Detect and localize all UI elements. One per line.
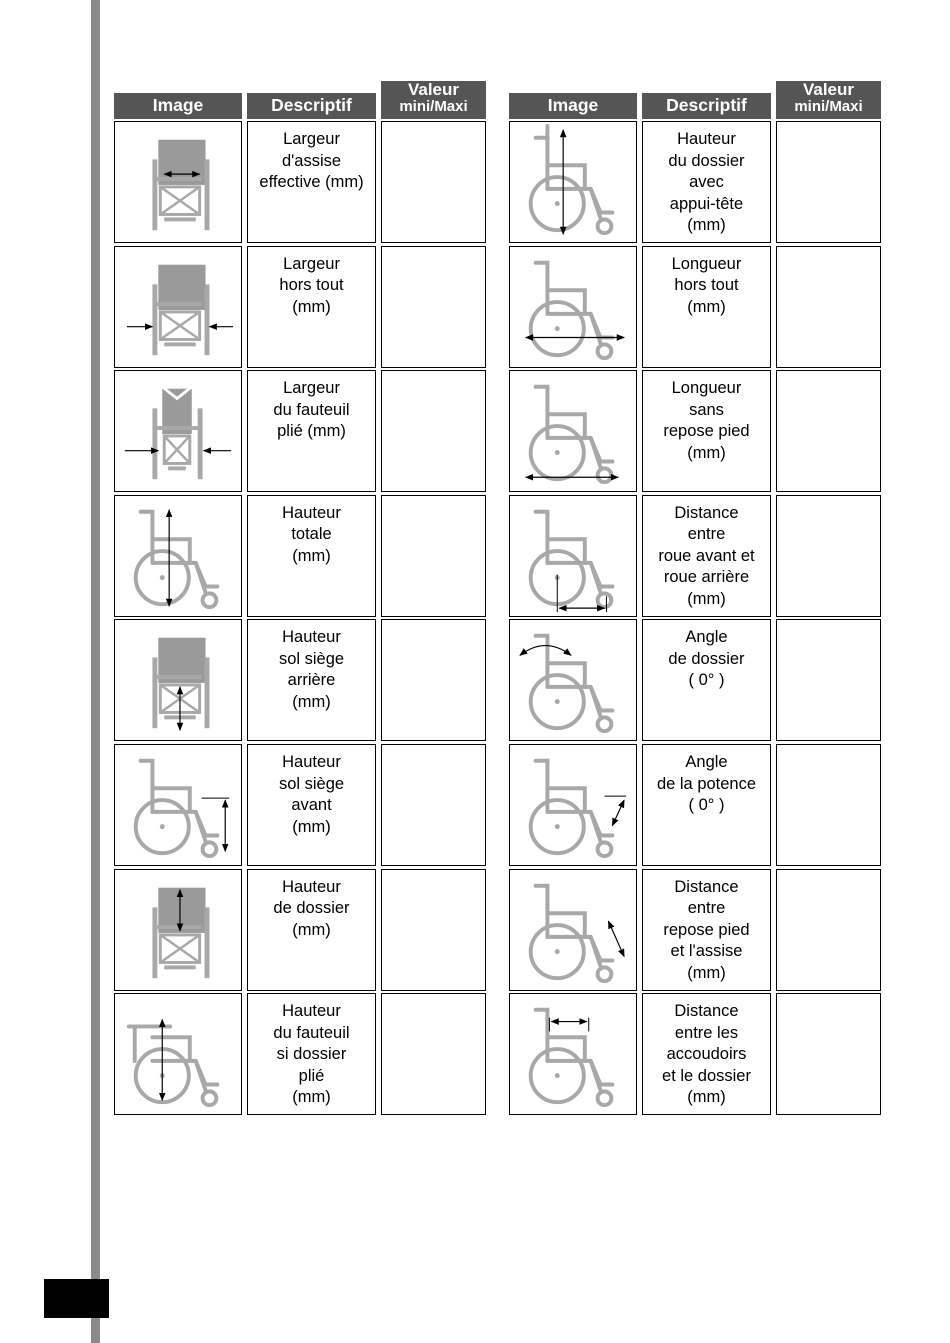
description-text: Distance entre repose pied et l'assise (mm) (663, 877, 750, 982)
image-cell (114, 619, 242, 741)
image-cell (114, 744, 242, 866)
description-cell (247, 495, 376, 617)
description-cell (642, 993, 771, 1115)
image-cell (509, 869, 637, 991)
description-cell (642, 246, 771, 368)
description-cell (247, 370, 376, 492)
image-cell (509, 744, 637, 866)
page-tab (44, 1279, 109, 1318)
description-cell (642, 495, 771, 617)
front-view-seat-width-icon (115, 122, 241, 242)
description-text: Largeur du fauteuil plié (mm) (273, 379, 350, 441)
description-text: Hauteur de dossier (mm) (273, 877, 350, 939)
image-cell (114, 370, 242, 492)
side-view-backrest-angle-icon (510, 620, 636, 740)
description-cell (642, 619, 771, 741)
description-cell (247, 744, 376, 866)
side-view-wheel-distance-icon (510, 496, 636, 616)
side-view-overall-length-icon (510, 247, 636, 367)
side-view-legrest-angle-icon (510, 745, 636, 865)
side-view-armrest-backrest-distance-icon (510, 994, 636, 1114)
image-cell (114, 246, 242, 368)
image-cell (509, 370, 637, 492)
value-cell[interactable] (776, 121, 881, 243)
header-valeur-right-line1: Valeur (802, 80, 855, 99)
description-cell (642, 121, 771, 243)
description-text: Hauteur du dossier avec appui-tête (mm) (668, 130, 745, 234)
side-margin-bar (91, 0, 100, 1343)
image-cell (509, 619, 637, 741)
value-cell[interactable] (776, 619, 881, 741)
image-cell (509, 246, 637, 368)
image-cell (114, 121, 242, 243)
description-cell (247, 993, 376, 1115)
image-cell (114, 869, 242, 991)
description-text: Longueur sans repose pied (mm) (663, 379, 750, 462)
side-view-front-seat-height-icon (115, 745, 241, 865)
front-view-folded-width-icon (115, 371, 241, 491)
value-cell[interactable] (381, 619, 486, 741)
description-text: Hauteur sol siège avant (mm) (278, 753, 345, 836)
description-text: Hauteur du fauteuil si dossier plié (mm) (273, 1002, 350, 1107)
description-cell (247, 121, 376, 243)
image-cell (509, 495, 637, 617)
description-cell (247, 246, 376, 368)
description-text: Largeur hors tout (mm) (279, 254, 344, 316)
header-image-right: Image (509, 93, 637, 119)
image-cell (509, 121, 637, 243)
description-cell (247, 619, 376, 741)
image-cell (114, 993, 242, 1115)
description-cell (247, 869, 376, 991)
description-text: Hauteur sol siège arrière (mm) (278, 628, 345, 711)
value-cell[interactable] (381, 370, 486, 492)
description-text: Hauteur totale (mm) (282, 503, 341, 565)
side-view-total-height-icon (115, 496, 241, 616)
side-view-footrest-seat-distance-icon (510, 870, 636, 990)
value-cell[interactable] (776, 993, 881, 1115)
description-text: Distance entre les accoudoirs et le dossier (mm) (662, 1002, 751, 1107)
description-cell (642, 370, 771, 492)
header-valeur-left (381, 81, 486, 119)
image-cell (114, 495, 242, 617)
description-cell (642, 869, 771, 991)
image-cell (509, 993, 637, 1115)
header-descriptif-right: Descriptif (642, 93, 771, 119)
header-descriptif-left: Descriptif (247, 93, 376, 119)
value-cell[interactable] (776, 246, 881, 368)
value-cell[interactable] (381, 246, 486, 368)
header-valeur-left-line1: Valeur (407, 80, 460, 99)
value-cell[interactable] (381, 121, 486, 243)
front-view-overall-width-icon (115, 247, 241, 367)
side-view-folded-backrest-height-icon (115, 994, 241, 1114)
value-cell[interactable] (776, 495, 881, 617)
front-view-rear-seat-height-icon (115, 620, 241, 740)
description-text: Angle de dossier ( 0° ) (668, 628, 745, 690)
description-text: Angle de la potence ( 0° ) (656, 753, 757, 814)
value-cell[interactable] (381, 869, 486, 991)
header-valeur-left-line2: mini/Maxi (399, 98, 468, 115)
description-text: Distance entre roue avant et roue arrière (mm) (658, 503, 755, 608)
value-cell[interactable] (381, 993, 486, 1115)
description-text: Largeur d'assise effective (mm) (259, 130, 364, 191)
value-cell[interactable] (381, 495, 486, 617)
value-cell[interactable] (776, 370, 881, 492)
front-view-backrest-height-icon (115, 870, 241, 990)
value-cell[interactable] (776, 869, 881, 991)
value-cell[interactable] (381, 744, 486, 866)
description-text: Longueur hors tout (mm) (671, 254, 742, 316)
value-cell[interactable] (776, 744, 881, 866)
side-view-length-no-footrest-icon (510, 371, 636, 491)
header-valeur-right (776, 81, 881, 119)
description-cell (642, 744, 771, 866)
header-image-left: Image (114, 93, 242, 119)
side-view-headrest-height-icon (510, 122, 636, 242)
header-valeur-right-line2: mini/Maxi (794, 98, 863, 115)
